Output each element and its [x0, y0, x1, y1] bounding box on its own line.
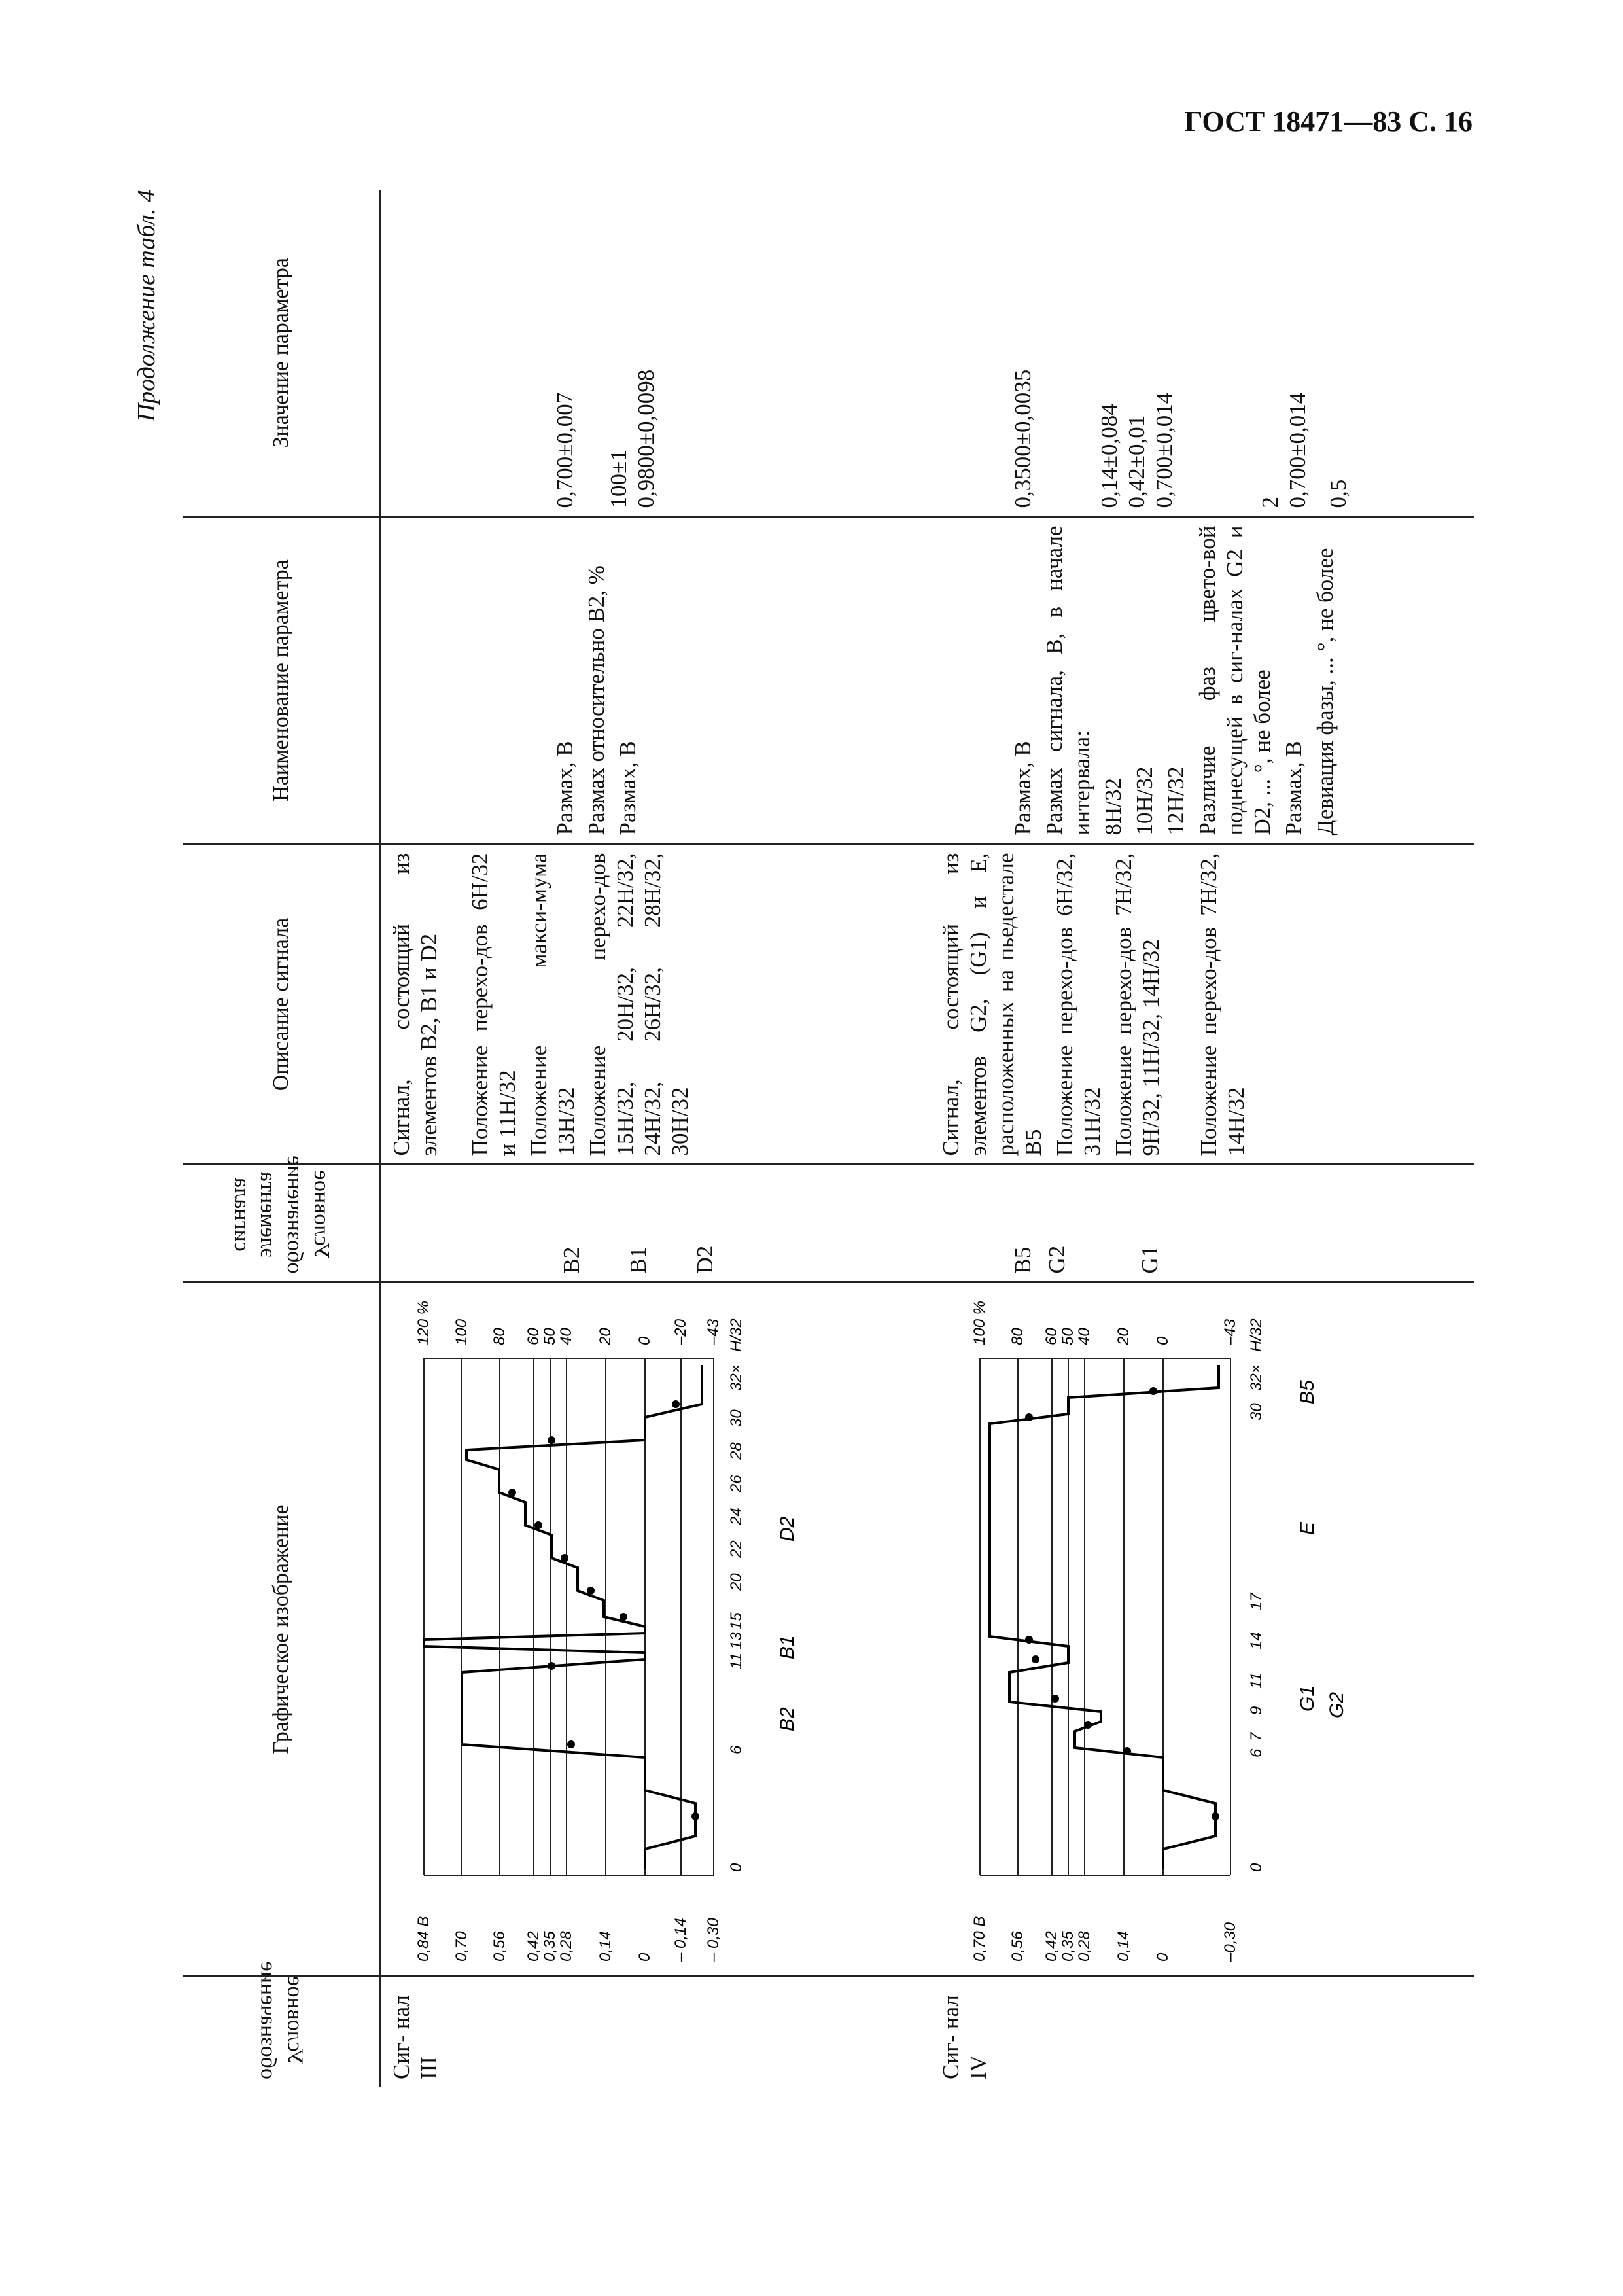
- param-line: 12H/32: [1163, 766, 1189, 836]
- signal-3-trace: [424, 1366, 702, 1869]
- pct-label: 20: [597, 1328, 614, 1346]
- x-label: 6: [727, 1746, 745, 1755]
- y-label: 0: [1154, 1953, 1172, 1962]
- value-line: 100±1: [606, 450, 631, 508]
- param-line: Девиация фазы, ... °, не более: [1312, 548, 1338, 836]
- signal-4-trace: [990, 1366, 1219, 1869]
- header-param-value: Значение параметра: [183, 190, 381, 517]
- element-label-g1: G1: [1297, 1686, 1318, 1712]
- y-label: – 0,30: [705, 1918, 722, 1962]
- signal-4-y-labels: [971, 1916, 1239, 1962]
- param-line: Размах, В: [552, 741, 578, 836]
- signal-3-graph: [381, 1282, 932, 1976]
- y-label: 0,35: [541, 1931, 559, 1962]
- signal-4-designation: Сиг- нал IV: [938, 1995, 991, 2079]
- pct-label: 50: [541, 1328, 559, 1346]
- value-line: 0,700±0,014: [1285, 392, 1310, 508]
- y-label: – 0,14: [672, 1918, 689, 1962]
- x-label: 32×: [727, 1364, 745, 1392]
- param-line: Различие фаз цвето-вой поднесущей в сиг-налах G2 и D2, ... °, не более: [1195, 525, 1275, 836]
- param-line: Размах относительно B2, %: [584, 565, 609, 836]
- signal-3-params: [381, 517, 932, 844]
- signal-4-element-labels: [1297, 1380, 1348, 1718]
- element-g1: G1: [1137, 1245, 1162, 1274]
- x-label: 30: [727, 1409, 745, 1428]
- description-line: Положение перехо-дов 6H/32 и 11H/32: [467, 853, 520, 1156]
- element-label-d2: D2: [777, 1517, 798, 1542]
- description-line: Положение перехо-дов 7H/32, 9H/32, 11H/32, 14H/32: [1111, 853, 1164, 1156]
- pct-label: 40: [1075, 1328, 1093, 1346]
- rotated-table-page: [133, 190, 1524, 2087]
- y-label: 0,42: [525, 1931, 542, 1962]
- element-label-g2: G2: [1326, 1692, 1348, 1719]
- param-line: Размах, В: [615, 741, 640, 836]
- description-line: Положение перехо-дов 7H/32, 14H/32: [1196, 853, 1249, 1156]
- y-label: 0,56: [1009, 1931, 1026, 1962]
- pct-label: 60: [1043, 1328, 1060, 1346]
- x-label: 32×: [1248, 1364, 1265, 1392]
- signal-4-waveform: [937, 1294, 1448, 1968]
- x-label: 17: [1248, 1593, 1265, 1611]
- element-g2: G2: [1044, 1245, 1070, 1274]
- value-line: 0,700±0,014: [1151, 392, 1177, 508]
- signal-3-waveform: [388, 1294, 905, 1968]
- x-label: 11: [727, 1653, 745, 1670]
- pct-label: 100 %: [971, 1301, 988, 1346]
- description-line: Положение макси-мума 13H/32: [526, 853, 579, 1156]
- description-line: Положение перехо-дов 6H/32, 31H/32: [1052, 853, 1105, 1156]
- y-label: 0,28: [1075, 1931, 1093, 1962]
- signal-3-pct-labels: [415, 1301, 722, 1346]
- y-label: 0,56: [491, 1931, 508, 1962]
- pct-label: 100: [453, 1319, 470, 1346]
- pct-label: –43: [705, 1319, 722, 1346]
- signal-4-params: [931, 517, 1474, 844]
- signal-4-elements: [931, 1165, 1474, 1282]
- y-label: 0,28: [557, 1931, 575, 1962]
- header-graphic: Графическое изображение: [183, 1282, 381, 1976]
- page-header: ГОСТ 18471—83 С. 16: [1184, 105, 1473, 137]
- value-line: 2: [1257, 497, 1283, 508]
- element-label-b1: B1: [777, 1635, 798, 1660]
- element-label-b5: B5: [1297, 1380, 1318, 1405]
- value-line: 0,700±0,007: [552, 392, 578, 508]
- signal-3-elements: [381, 1165, 932, 1282]
- signal-3-description: [381, 844, 932, 1165]
- x-label: 7: [1248, 1733, 1265, 1742]
- element-label-b2: B2: [777, 1707, 798, 1732]
- param-line: 8H/32: [1100, 778, 1126, 836]
- y-label: 0,14: [1115, 1931, 1132, 1962]
- param-line: Размах, В: [1281, 741, 1306, 836]
- signal-3-element-labels: [777, 1517, 798, 1732]
- y-label: 0,70 В: [971, 1916, 988, 1962]
- pct-label: –43: [1221, 1319, 1239, 1346]
- pct-label: 20: [1115, 1328, 1132, 1346]
- pct-label: 50: [1059, 1328, 1077, 1346]
- y-label: –0,30: [1221, 1922, 1239, 1962]
- pct-label: 80: [1009, 1328, 1026, 1346]
- x-label: 9: [1248, 1706, 1265, 1716]
- x-label: 15: [727, 1612, 745, 1631]
- signal-4-values: [931, 190, 1474, 517]
- value-line: 0,3500±0,0035: [1010, 369, 1036, 508]
- pct-label: 80: [491, 1328, 508, 1346]
- y-label: 0,42: [1043, 1931, 1060, 1962]
- y-label: 0,35: [1059, 1931, 1077, 1962]
- y-label: 0: [636, 1953, 654, 1962]
- signal-3-x-labels: [727, 1319, 745, 1873]
- header-designation: Условное обозначение: [183, 1976, 381, 2087]
- header-description: Описание сигнала: [183, 844, 381, 1165]
- continuation-note: Продолжение табл. 4: [133, 190, 160, 422]
- y-label: 0,14: [597, 1931, 614, 1962]
- x-unit: H/32: [727, 1318, 745, 1352]
- param-line: Размах, В: [1010, 741, 1036, 836]
- pct-label: 60: [525, 1328, 542, 1346]
- header-element: Условное обозначение элемента сигнала: [183, 1165, 381, 1282]
- x-label: 22: [727, 1540, 745, 1559]
- param-line: 10H/32: [1132, 766, 1157, 836]
- value-line: 0,42±0,01: [1124, 415, 1149, 508]
- signal-4-pct-labels: [971, 1301, 1239, 1346]
- x-label: 28: [727, 1442, 745, 1460]
- signal-4-description: [931, 844, 1474, 1165]
- pct-label: 40: [557, 1328, 575, 1346]
- signal-4-graph: [931, 1282, 1474, 1976]
- signal-4-markers: [1025, 1388, 1219, 1821]
- element-label-e: E: [1297, 1522, 1318, 1536]
- x-label: 14: [1248, 1632, 1265, 1650]
- x-label: 6: [1248, 1749, 1265, 1758]
- x-label: 30: [1248, 1403, 1265, 1421]
- signal-3-values: [381, 190, 932, 517]
- table-4-continuation: [183, 190, 1474, 2087]
- y-label: 0,84 В: [415, 1916, 432, 1962]
- pct-label: –20: [672, 1319, 689, 1346]
- element-b2: B2: [559, 1246, 584, 1274]
- value-line: 0,14±0,084: [1096, 404, 1122, 508]
- x-label: 0: [1248, 1863, 1265, 1873]
- param-line: Размах сигнала, В, в начале интервала:: [1041, 525, 1094, 836]
- element-b1: B1: [625, 1246, 651, 1274]
- header-param-name: Наименование параметра: [183, 517, 381, 844]
- x-label: 13: [727, 1632, 745, 1650]
- signal-3-y-labels: [415, 1916, 722, 1962]
- pct-label: 120 %: [415, 1301, 432, 1346]
- signal-4-x-labels: [1248, 1319, 1265, 1873]
- x-label: 11: [1248, 1672, 1265, 1689]
- element-d2: D2: [692, 1245, 718, 1274]
- table-row-signal-3: [381, 190, 932, 2087]
- x-label: 24: [727, 1508, 745, 1526]
- x-label: 0: [727, 1863, 745, 1873]
- value-line: 0,9800±0,0098: [633, 369, 659, 508]
- description-line: Сигнал, состоящий из элементов G2, (G1) и E, расположенных на пьедестале B5: [938, 853, 1046, 1156]
- description-line: Положение перехо-дов 15H/32, 20H/32, 22H/32, 24H/32, 26H/32, 28H/32, 30H/32: [585, 853, 693, 1156]
- x-label: 26: [727, 1475, 745, 1493]
- pct-label: 0: [636, 1337, 654, 1346]
- x-label: 20: [727, 1573, 745, 1591]
- pct-label: 0: [1154, 1337, 1172, 1346]
- value-line: 0,5: [1325, 479, 1351, 508]
- element-b5: B5: [1010, 1246, 1036, 1274]
- y-label: 0,70: [453, 1931, 470, 1962]
- x-unit: H/32: [1248, 1318, 1265, 1352]
- signal-3-designation: Сиг- нал III: [389, 1995, 442, 2079]
- description-line: Сигнал, состоящий из элементов B2, B1 и D2: [389, 853, 442, 1156]
- table-row-signal-4: [931, 190, 1474, 2087]
